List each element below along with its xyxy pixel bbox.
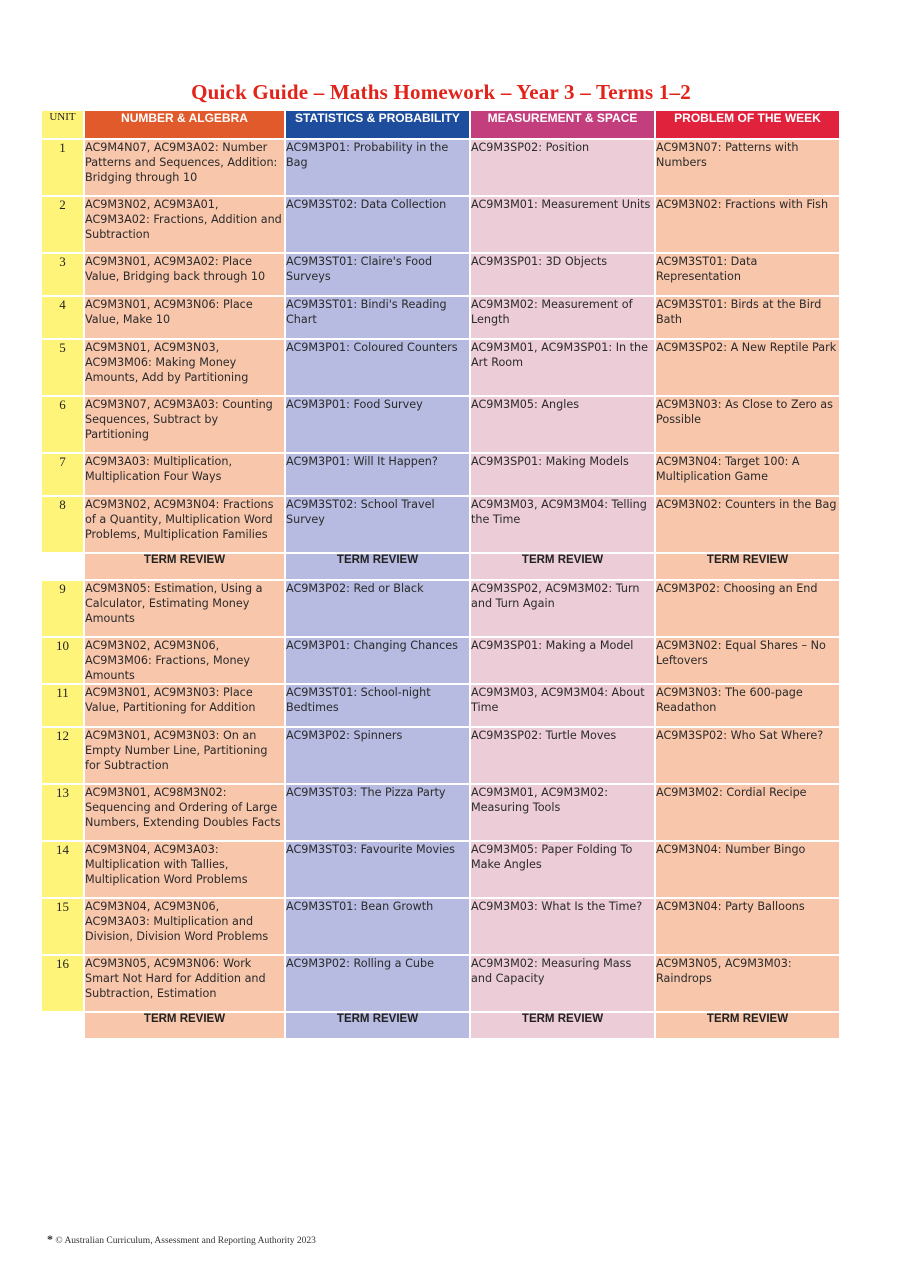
statistics-probability-cell: AC9M3P02: Red or Black	[286, 581, 469, 638]
measurement-space-cell: AC9M3SP02: Position	[471, 140, 654, 197]
number-algebra-cell: AC9M3N05, AC9M3N06: Work Smart Not Hard for Addition and Subtraction, Estimation	[85, 956, 284, 1013]
table-body	[42, 140, 839, 1040]
measurement-space-cell: AC9M3M02: Measuring Mass and Capacity	[471, 956, 654, 1013]
quick-guide-table	[40, 111, 841, 1040]
statistics-probability-cell: AC9M3P01: Coloured Counters	[286, 340, 469, 397]
number-algebra-cell: AC9M3N01, AC98M3N02: Sequencing and Ordering of Large Numbers, Extending Doubles Facts	[85, 785, 284, 842]
unit-number: 8	[42, 497, 83, 554]
statistics-probability-cell: AC9M3P01: Will It Happen?	[286, 454, 469, 497]
statistics-probability-cell: AC9M3ST02: School Travel Survey	[286, 497, 469, 554]
number-algebra-cell: AC9M3N04, AC9M3A03: Multiplication with Tallies, Multiplication Word Problems	[85, 842, 284, 899]
unit-number: 4	[42, 297, 83, 340]
unit-number: 1	[42, 140, 83, 197]
problem-of-week-cell: AC9M3N02: Fractions with Fish	[656, 197, 839, 254]
term-review-label: TERM REVIEW	[656, 1013, 839, 1040]
copyright-footnote	[47, 1232, 316, 1247]
problem-of-week-cell: AC9M3N05, AC9M3M03: Raindrops	[656, 956, 839, 1013]
table-row	[42, 454, 839, 497]
statistics-probability-cell: AC9M3ST01: School-night Bedtimes	[286, 685, 469, 728]
problem-of-week-cell: AC9M3N07: Patterns with Numbers	[656, 140, 839, 197]
measurement-space-cell: AC9M3M01, AC9M3SP01: In the Art Room	[471, 340, 654, 397]
problem-of-week-cell: AC9M3M02: Cordial Recipe	[656, 785, 839, 842]
unit-number: 11	[42, 685, 83, 728]
table-row	[42, 297, 839, 340]
term-review-label: TERM REVIEW	[471, 554, 654, 581]
problem-of-week-cell: AC9M3N03: The 600-page Readathon	[656, 685, 839, 728]
measurement-space-cell: AC9M3SP01: Making a Model	[471, 638, 654, 685]
measurement-space-cell: AC9M3M05: Angles	[471, 397, 654, 454]
problem-of-week-column-header: PROBLEM OF THE WEEK	[656, 111, 839, 140]
unit-number: 16	[42, 956, 83, 1013]
problem-of-week-cell: AC9M3SP02: Who Sat Where?	[656, 728, 839, 785]
statistics-probability-column-header: STATISTICS & PROBABILITY	[286, 111, 469, 140]
unit-number: 9	[42, 581, 83, 638]
term-review-label: TERM REVIEW	[471, 1013, 654, 1040]
number-algebra-cell: AC9M3N01, AC9M3N03: On an Empty Number Line, Partitioning for Subtraction	[85, 728, 284, 785]
unit-number: 10	[42, 638, 83, 685]
measurement-space-cell: AC9M3SP02, AC9M3M02: Turn and Turn Again	[471, 581, 654, 638]
unit-number: 7	[42, 454, 83, 497]
unit-number: 13	[42, 785, 83, 842]
problem-of-week-cell: AC9M3N02: Equal Shares – No Leftovers	[656, 638, 839, 685]
table-row	[42, 581, 839, 638]
measurement-space-cell: AC9M3M01, AC9M3M02: Measuring Tools	[471, 785, 654, 842]
table-row	[42, 728, 839, 785]
problem-of-week-cell: AC9M3N04: Target 100: A Multiplication Game	[656, 454, 839, 497]
statistics-probability-cell: AC9M3ST03: Favourite Movies	[286, 842, 469, 899]
number-algebra-cell: AC9M3N01, AC9M3A02: Place Value, Bridging back through 10	[85, 254, 284, 297]
table-row	[42, 685, 839, 728]
term-review-label: TERM REVIEW	[286, 1013, 469, 1040]
page-title: Quick Guide – Maths Homework – Year 3 – Terms 1–2	[191, 80, 691, 104]
term-review-label: TERM REVIEW	[85, 1013, 284, 1040]
statistics-probability-cell: AC9M3ST02: Data Collection	[286, 197, 469, 254]
term-review-row	[42, 554, 839, 581]
unit-number: 12	[42, 728, 83, 785]
number-algebra-cell: AC9M3N07, AC9M3A03: Counting Sequences, Subtract by Partitioning	[85, 397, 284, 454]
statistics-probability-cell: AC9M3ST01: Claire's Food Surveys	[286, 254, 469, 297]
table-row	[42, 842, 839, 899]
table-row	[42, 956, 839, 1013]
number-algebra-cell: AC9M3N02, AC9M3A01, AC9M3A02: Fractions, Addition and Subtraction	[85, 197, 284, 254]
problem-of-week-cell: AC9M3SP02: A New Reptile Park	[656, 340, 839, 397]
measurement-space-cell: AC9M3SP02: Turtle Moves	[471, 728, 654, 785]
table-row	[42, 197, 839, 254]
unit-number: 2	[42, 197, 83, 254]
unit-number: 14	[42, 842, 83, 899]
number-algebra-cell: AC9M3N02, AC9M3N06, AC9M3M06: Fractions, Money Amounts	[85, 638, 284, 685]
unit-number: 5	[42, 340, 83, 397]
measurement-space-cell: AC9M3SP01: Making Models	[471, 454, 654, 497]
measurement-space-cell: AC9M3M01: Measurement Units	[471, 197, 654, 254]
problem-of-week-cell: AC9M3N04: Party Balloons	[656, 899, 839, 956]
problem-of-week-cell: AC9M3N02: Counters in the Bag	[656, 497, 839, 554]
table-row	[42, 497, 839, 554]
footnote-star: *	[47, 1232, 53, 1246]
table-row	[42, 254, 839, 297]
number-algebra-cell: AC9M4N07, AC9M3A02: Number Patterns and Sequences, Addition: Bridging through 10	[85, 140, 284, 197]
term-review-row	[42, 1013, 839, 1040]
number-algebra-cell: AC9M3N01, AC9M3N06: Place Value, Make 10	[85, 297, 284, 340]
footnote-text: © Australian Curriculum, Assessment and Reporting Authority 2023	[55, 1236, 316, 1246]
measurement-space-column-header: MEASUREMENT & SPACE	[471, 111, 654, 140]
statistics-probability-cell: AC9M3ST01: Bindi's Reading Chart	[286, 297, 469, 340]
number-algebra-cell: AC9M3N04, AC9M3N06, AC9M3A03: Multiplication and Division, Division Word Problems	[85, 899, 284, 956]
statistics-probability-cell: AC9M3ST01: Bean Growth	[286, 899, 469, 956]
problem-of-week-cell: AC9M3P02: Choosing an End	[656, 581, 839, 638]
unit-number: 3	[42, 254, 83, 297]
term-review-label: TERM REVIEW	[656, 554, 839, 581]
statistics-probability-cell: AC9M3P02: Rolling a Cube	[286, 956, 469, 1013]
problem-of-week-cell: AC9M3N04: Number Bingo	[656, 842, 839, 899]
term-review-label: TERM REVIEW	[85, 554, 284, 581]
number-algebra-cell: AC9M3N01, AC9M3N03: Place Value, Partitioning for Addition	[85, 685, 284, 728]
measurement-space-cell: AC9M3M03, AC9M3M04: Telling the Time	[471, 497, 654, 554]
blank-cell	[42, 1013, 83, 1040]
statistics-probability-cell: AC9M3P01: Probability in the Bag	[286, 140, 469, 197]
statistics-probability-cell: AC9M3P01: Food Survey	[286, 397, 469, 454]
unit-number: 6	[42, 397, 83, 454]
blank-cell	[42, 554, 83, 581]
unit-number: 15	[42, 899, 83, 956]
statistics-probability-cell: AC9M3P02: Spinners	[286, 728, 469, 785]
table-row	[42, 785, 839, 842]
problem-of-week-cell: AC9M3ST01: Birds at the Bird Bath	[656, 297, 839, 340]
term-review-label: TERM REVIEW	[286, 554, 469, 581]
table-row	[42, 638, 839, 685]
table-row	[42, 140, 839, 197]
measurement-space-cell: AC9M3M03: What Is the Time?	[471, 899, 654, 956]
number-algebra-cell: AC9M3N01, AC9M3N03, AC9M3M06: Making Money Amounts, Add by Partitioning	[85, 340, 284, 397]
table-row	[42, 899, 839, 956]
table-row	[42, 340, 839, 397]
measurement-space-cell: AC9M3SP01: 3D Objects	[471, 254, 654, 297]
statistics-probability-cell: AC9M3ST03: The Pizza Party	[286, 785, 469, 842]
problem-of-week-cell: AC9M3N03: As Close to Zero as Possible	[656, 397, 839, 454]
measurement-space-cell: AC9M3M02: Measurement of Length	[471, 297, 654, 340]
header-row	[42, 111, 839, 140]
number-algebra-column-header: NUMBER & ALGEBRA	[85, 111, 284, 140]
table-row	[42, 397, 839, 454]
measurement-space-cell: AC9M3M05: Paper Folding To Make Angles	[471, 842, 654, 899]
number-algebra-cell: AC9M3N02, AC9M3N04: Fractions of a Quantity, Multiplication Word Problems, Multiplication Families	[85, 497, 284, 554]
problem-of-week-cell: AC9M3ST01: Data Representation	[656, 254, 839, 297]
statistics-probability-cell: AC9M3P01: Changing Chances	[286, 638, 469, 685]
measurement-space-cell: AC9M3M03, AC9M3M04: About Time	[471, 685, 654, 728]
number-algebra-cell: AC9M3A03: Multiplication, Multiplication Four Ways	[85, 454, 284, 497]
number-algebra-cell: AC9M3N05: Estimation, Using a Calculator, Estimating Money Amounts	[85, 581, 284, 638]
unit-column-header: UNIT	[42, 111, 83, 140]
